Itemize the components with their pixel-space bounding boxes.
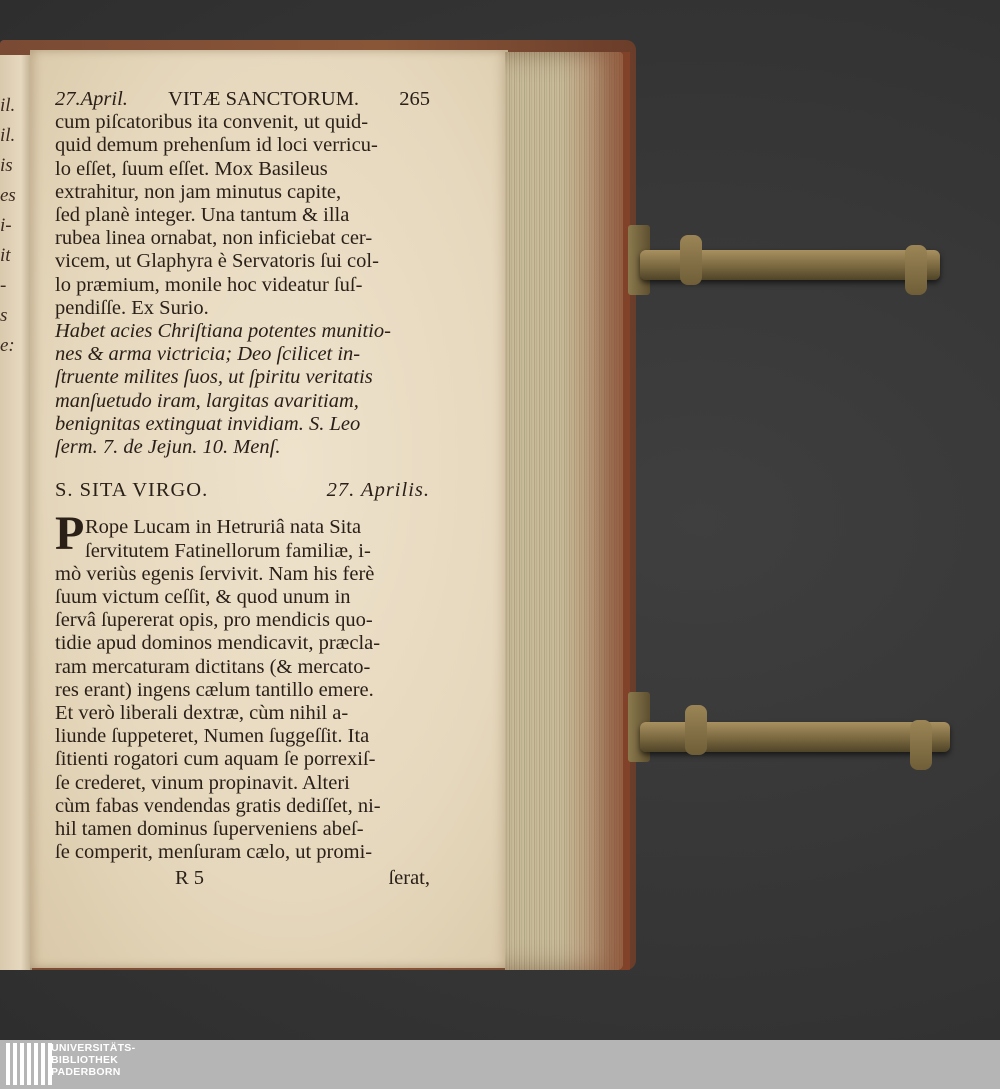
text-line: Et verò liberali dextræ, cùm nihil a- xyxy=(55,702,349,725)
body-paragraph-1 xyxy=(55,111,430,320)
text-line: cum piſcatoribus ita convenit, ut quid- xyxy=(55,111,369,134)
page-footer xyxy=(55,867,430,890)
quote-line: ſerm. 7. de Jejun. 10. Menſ. xyxy=(55,436,281,459)
text-line: quid demum prehenſum id loci verricu- xyxy=(55,134,378,157)
previous-page xyxy=(0,55,32,970)
logo-line-2: BIBLIOTHEK xyxy=(51,1054,119,1066)
lower-clasp-knob-1 xyxy=(685,705,707,755)
prev-page-fragment: il. xyxy=(0,125,16,146)
upper-clasp-knob-1 xyxy=(680,235,702,285)
text-line: rubea linea ornabat, non inficiebat cer- xyxy=(55,227,373,250)
text-line: vicem, ut Glaphyra è Servatoris ſui col- xyxy=(55,250,379,273)
text-line: res erant) ingens cælum tantillo emere. xyxy=(55,678,374,701)
prev-page-fragment: - xyxy=(0,275,7,296)
text-line: ſuum victum ceſſit, & quod unum in xyxy=(55,586,351,609)
first-lines xyxy=(85,516,430,562)
text-line: ſe crederet, vinum propinavit. Alteri xyxy=(55,771,350,794)
prev-page-fragment: is xyxy=(0,155,13,176)
text-line: ſe comperit, menſuram cælo, ut promi- xyxy=(55,841,373,864)
section-date: 27. Aprilis. xyxy=(326,479,430,502)
section-name: S. SITA VIRGO. xyxy=(55,479,209,502)
footer-bar xyxy=(0,1040,1000,1089)
prev-page-fragment: il. xyxy=(0,95,16,116)
text-line: tidie apud dominos mendicavit, præcla- xyxy=(55,632,381,655)
quotation-paragraph xyxy=(55,320,430,459)
page-text xyxy=(55,88,430,890)
text-line: lo eſſet, ſuum eſſet. Mox Basileus xyxy=(55,157,328,180)
quote-line: nes & arma victricia; Deo ſcilicet in- xyxy=(55,343,361,366)
text-line: ſervitutem Fatinellorum familiæ, i- xyxy=(85,539,371,562)
text-line: Rope Lucam in Hetruriâ nata Sita xyxy=(85,516,362,539)
signature-mark: R 5 xyxy=(175,866,205,889)
lower-clasp-knob-2 xyxy=(910,720,932,770)
text-line: mò veriùs egenis ſervivit. Nam his ferè xyxy=(55,562,375,585)
quote-line: manſuetudo iram, largitas avaritiam, xyxy=(55,389,359,412)
initial-paragraph xyxy=(55,507,430,562)
text-line: extrahitur, non jam minutus capite, xyxy=(55,180,342,203)
prev-page-fragment: e: xyxy=(0,335,15,356)
quote-line: Habet acies Chriſtiana potentes munitio- xyxy=(55,320,391,343)
logo-line-3: PADERBORN xyxy=(51,1066,121,1078)
prev-page-fragment: s xyxy=(0,305,8,326)
upper-clasp-knob-2 xyxy=(905,245,927,295)
library-logo-icon xyxy=(6,1043,52,1085)
header-title: VITÆ SANCTORUM. xyxy=(168,88,360,110)
text-line: hil tamen dominus ſuperveniens abeſ- xyxy=(55,818,364,841)
running-head xyxy=(55,88,430,111)
section-heading xyxy=(55,479,430,502)
text-line: liunde ſuppeteret, Numen ſuggeſſit. Ita xyxy=(55,725,370,748)
quote-line: benignitas extinguat invidiam. S. Leo xyxy=(55,412,361,435)
text-line: cùm fabas vendendas gratis dediſſet, ni- xyxy=(55,794,381,817)
prev-page-fragment: es xyxy=(0,185,16,206)
dropcap: P xyxy=(55,507,85,561)
text-line: ſitienti rogatori cum aquam ſe porrexiſ- xyxy=(55,748,376,771)
library-logo-text xyxy=(51,1042,135,1078)
page-number: 265 xyxy=(399,88,430,110)
text-line: ram mercaturam dictitans (& mercato- xyxy=(55,655,371,678)
body-paragraph-2 xyxy=(55,563,430,865)
text-line: pendiſſe. Ex Surio. xyxy=(55,296,209,319)
text-line: ſed planè integer. Una tantum & illa xyxy=(55,204,350,227)
prev-page-fragment: it xyxy=(0,245,11,266)
text-line: lo præmium, monile hoc videatur ſuſ- xyxy=(55,273,363,296)
text-line: ſervâ ſupererat opis, pro mendicis quo- xyxy=(55,609,373,632)
prev-page-fragment: i- xyxy=(0,215,12,236)
catchword: ſerat, xyxy=(388,866,430,889)
logo-line-1: UNIVERSITÄTS- xyxy=(51,1042,136,1054)
quote-line: ſtruente milites ſuos, ut ſpiritu veritatis xyxy=(55,366,373,389)
header-date: 27.April. xyxy=(55,88,128,110)
red-edge-tint xyxy=(560,52,630,970)
